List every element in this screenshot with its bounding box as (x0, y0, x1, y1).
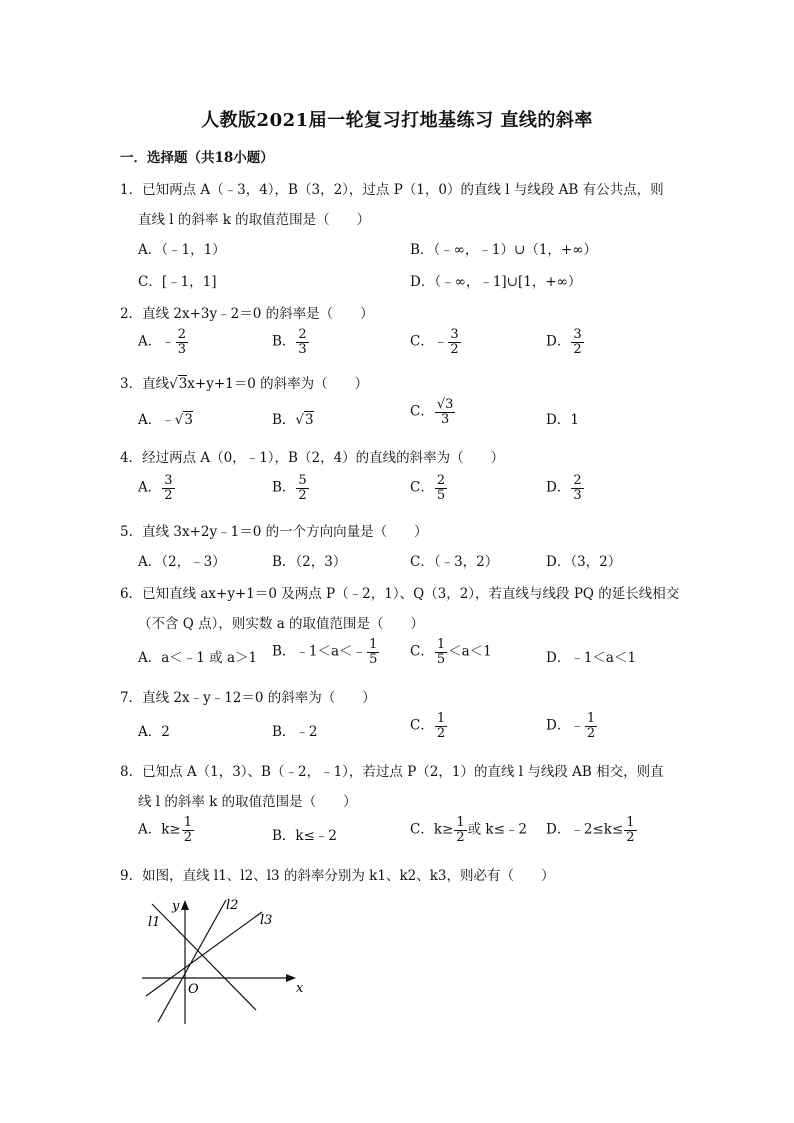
q2-b-num: 2 (298, 327, 307, 342)
line-l1 (152, 904, 256, 1010)
q8-c-prefix: C．k≥ (410, 821, 454, 838)
q3-b-radicand: 3 (305, 412, 314, 428)
question-7-text: 7．直线 2x﹣y﹣12＝0 的斜率为（ ） (120, 690, 376, 706)
line-l3-label: l3 (260, 913, 273, 928)
q5-option-b: B．（2，3） (272, 554, 347, 570)
q7-option-d (546, 712, 598, 740)
origin-label: O (188, 982, 199, 997)
q3-suffix: x+y+1＝0 的斜率为（ ） (187, 376, 369, 392)
q3-prefix: 3．直线 (120, 376, 170, 392)
q3-radicand: 3 (178, 376, 188, 392)
q8-option-b: B．k≤﹣2 (272, 828, 338, 844)
q8-a-fraction (182, 816, 194, 844)
q7-option-c (410, 712, 448, 740)
question-4-text: 4．经过两点 A（0，﹣1），B（2，4）的直线的斜率为（ ） (120, 450, 505, 466)
q3-c-fraction (435, 398, 456, 426)
q8-option-d (546, 816, 638, 844)
q4-option-b (272, 474, 310, 502)
q3-option-d: D．1 (546, 412, 579, 428)
q3-c-num: √3 (436, 397, 454, 412)
q7-d-den: 2 (586, 725, 596, 741)
q2-d-den: 2 (573, 341, 582, 357)
q2-b-prefix: B． (272, 333, 296, 350)
q7-d-prefix: D．﹣ (546, 717, 584, 734)
q7-option-b: B．﹣2 (272, 724, 318, 740)
q4-b-fraction (296, 474, 308, 502)
q2-option-a (138, 328, 189, 356)
q3-a-sqrt: √3 (174, 412, 193, 428)
q6-c-suffix: ＜a＜1 (448, 643, 492, 660)
line-l2 (158, 900, 226, 1022)
q8-c-fraction (454, 816, 466, 844)
question-1-text: 1．已知两点 A（﹣3，4），B（3，2），过点 P（1，0）的直线 l 与线段 AB 有公共点，则 (120, 182, 664, 198)
q3-option-c (410, 398, 456, 426)
q7-c-fraction (435, 712, 447, 740)
y-axis-label: y (172, 899, 180, 914)
q1-option-a: A．（﹣1，1） (138, 242, 226, 258)
q6-b-prefix: B．﹣1＜a＜﹣ (272, 643, 367, 660)
q3-option-a (138, 408, 193, 428)
q8-d-den: 2 (626, 829, 635, 845)
question-9-text: 9．如图，直线 l1、l2、l3 的斜率分别为 k1、k2、k3，则必有（ ） (120, 868, 555, 884)
q6-option-a: A．a＜﹣1 或 a＞1 (138, 650, 258, 666)
q7-option-a: A．2 (138, 724, 170, 740)
q2-d-fraction (571, 328, 583, 356)
q6-c-prefix: C． (410, 643, 434, 660)
q2-c-den: 2 (450, 341, 459, 357)
q4-b-den: 2 (298, 487, 307, 503)
q4-c-num: 2 (436, 473, 446, 488)
q8-d-num: 1 (626, 815, 635, 830)
q2-option-d (546, 328, 585, 356)
q8-d-prefix: D．﹣2≤k≤ (546, 821, 624, 838)
q4-a-fraction (162, 474, 174, 502)
q4-a-den: 2 (164, 487, 173, 503)
q4-option-a (138, 474, 176, 502)
q2-c-num: 3 (450, 327, 459, 342)
q4-b-prefix: B． (272, 479, 296, 496)
q3-a-prefix: A．﹣ (138, 412, 175, 428)
q6-c-num: 1 (436, 637, 446, 652)
y-axis-arrow-icon (181, 900, 189, 910)
q8-c-suffix: 或 k≤﹣2 (467, 821, 527, 838)
q4-option-c (410, 474, 448, 502)
q4-d-prefix: D． (546, 479, 571, 496)
q1-option-d: D．（﹣∞，﹣1]∪[1，+∞） (410, 274, 582, 290)
question-5-text: 5．直线 3x+2y﹣1＝0 的一个方向向量是（ ） (120, 524, 428, 540)
q8-option-c (410, 816, 527, 844)
section-heading: 一．选择题（共18小题） (120, 150, 274, 166)
q8-d-fraction (624, 816, 636, 844)
q1-option-b: B．（﹣∞，﹣1）∪（1，+∞） (410, 242, 597, 258)
q3-option-b (272, 408, 314, 428)
q4-c-fraction (435, 474, 447, 502)
q6-c-den: 5 (436, 651, 446, 667)
q8-a-den: 2 (183, 829, 193, 845)
q4-d-num: 2 (573, 473, 582, 488)
q5-option-c: C．（﹣3，2） (410, 554, 499, 570)
q6-c-fraction (435, 638, 447, 666)
q6-b-den: 5 (369, 651, 378, 667)
q2-c-prefix: C．﹣ (410, 333, 448, 350)
q4-a-prefix: A． (138, 479, 162, 496)
x-axis-arrow-icon (286, 974, 296, 982)
q6-b-fraction (367, 638, 379, 666)
q6-option-d: D．﹣1＜a＜1 (546, 650, 637, 666)
q2-a-prefix: A．﹣ (138, 333, 175, 350)
q7-d-fraction (585, 712, 597, 740)
q6-b-num: 1 (369, 637, 378, 652)
q1-option-c: C．[﹣1，1] (138, 274, 217, 290)
q8-a-num: 1 (183, 815, 193, 830)
q3-c-prefix: C． (410, 403, 434, 420)
q2-d-prefix: D． (546, 333, 571, 350)
q2-b-fraction (296, 328, 308, 356)
q8-c-num: 1 (456, 815, 465, 830)
q2-option-b (272, 328, 310, 356)
page-title: 人教版2021届一轮复习打地基练习 直线的斜率 (201, 110, 593, 131)
q3-b-prefix: B． (272, 412, 296, 428)
q5-option-d: D．（3，2） (546, 554, 622, 570)
q3-c-radicand: 3 (445, 397, 454, 412)
q3-a-radicand: 3 (184, 412, 193, 428)
question-6-text-cont: （不含 Q 点），则实数 a 的取值范围是（ ） (138, 616, 425, 632)
q8-c-den: 2 (456, 829, 465, 845)
line-l2-label: l2 (226, 898, 239, 913)
question-8-text: 8．已知点 A（1，3）、B（﹣2，﹣1），若过点 P（2，1）的直线 l 与线段 AB 相交，则直 (120, 764, 664, 780)
q2-option-c (410, 328, 462, 356)
q3-b-sqrt: √3 (295, 412, 314, 428)
question-1-text-cont: 直线 l 的斜率 k 的取值范围是（ ） (138, 212, 371, 228)
line-l1-label: l1 (148, 915, 161, 930)
q2-a-den: 3 (177, 341, 187, 357)
q6-option-c (410, 638, 492, 666)
q4-a-num: 3 (164, 473, 173, 488)
q6-option-b (272, 638, 380, 666)
q5-option-a: A．（2，﹣3） (138, 554, 226, 570)
q2-c-fraction (448, 328, 460, 356)
q2-d-num: 3 (573, 327, 582, 342)
q4-d-den: 3 (573, 487, 582, 503)
q2-b-den: 3 (298, 341, 307, 357)
q4-option-d (546, 474, 585, 502)
q3-sqrt: √3 (169, 376, 188, 392)
q2-a-fraction (176, 328, 188, 356)
q3-c-den: 3 (440, 411, 450, 427)
q4-c-prefix: C． (410, 479, 434, 496)
question-3-text (120, 372, 368, 392)
line-l3 (146, 912, 262, 996)
q8-a-prefix: A．k≥ (138, 821, 181, 838)
q4-d-fraction (571, 474, 583, 502)
q4-b-num: 5 (298, 473, 307, 488)
q4-c-den: 5 (436, 487, 446, 503)
x-axis-label: x (296, 981, 304, 996)
q7-c-den: 2 (436, 725, 446, 741)
q2-a-num: 2 (177, 327, 187, 342)
question-2-text: 2．直线 2x+3y﹣2＝0 的斜率是（ ） (120, 306, 374, 322)
q7-c-prefix: C． (410, 717, 434, 734)
q9-figure (136, 892, 316, 1032)
question-6-text: 6．已知直线 ax+y+1＝0 及两点 P（﹣2，1）、Q（3，2），若直线与线段 PQ 的延长线相交 (120, 586, 680, 602)
q8-option-a (138, 816, 195, 844)
q7-c-num: 1 (436, 711, 446, 726)
q7-d-num: 1 (586, 711, 596, 726)
question-8-text-cont: 线 l 的斜率 k 的取值范围是（ ） (138, 794, 357, 810)
